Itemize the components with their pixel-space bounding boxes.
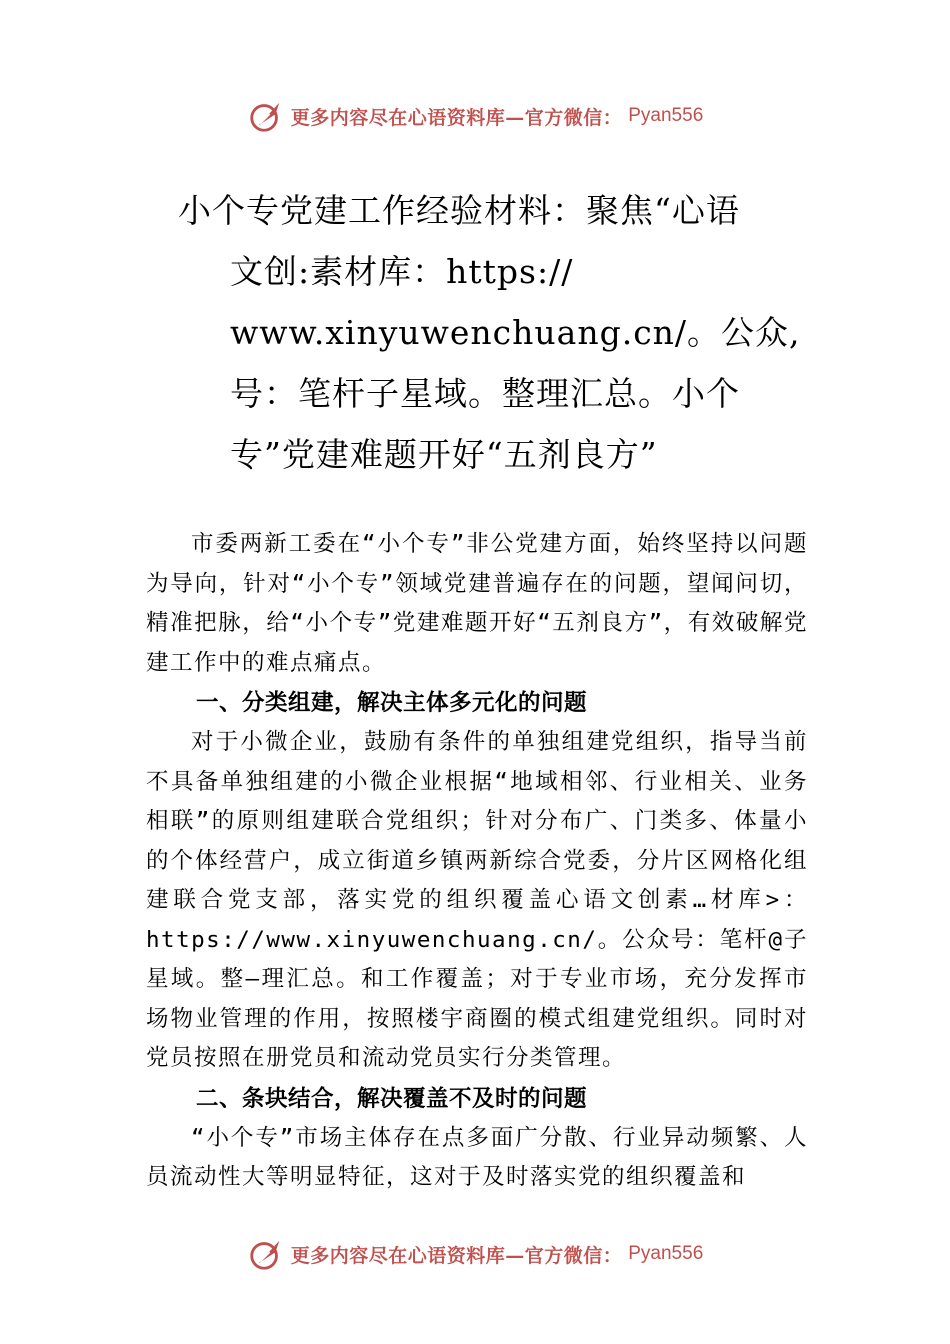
section-heading: 一、分类组建，解决主体多元化的问题 (196, 690, 588, 716)
quill-logo-icon (247, 1235, 285, 1273)
title-line: 小个专党建工作经验材料：聚焦“心语 (178, 191, 740, 230)
banner-wechat-id: Pyan556 (628, 1243, 704, 1264)
header-banner (0, 96, 950, 136)
body-paragraph: 市委两新工委在“小个专”非公党建方面，始终坚持以问题为导向，针对“小个专”领域党建普遍存在的问题，望闻问切，精准把脉，给“小个专”党建难题开好“五剂良方”，有效破解党建工作中的难点痛点。 (146, 531, 808, 676)
quill-logo-icon (247, 97, 285, 135)
body-paragraph: “小个专”市场主体存在点多面广分散、行业异动频繁、人员流动性大等明显特征，这对于及时落实党的组织覆盖和 (146, 1124, 808, 1190)
title-line: 专”党建难题开好“五剂良方” (230, 435, 658, 474)
banner-text: 更多内容尽在心语资料库—官方微信： (290, 1244, 623, 1267)
title-line: www.xinyuwenchuang.cn/。公众, (230, 313, 801, 352)
body-paragraph: 对于小微企业，鼓励有条件的单独组建党组织，指导当前不具备单独组建的小微企业根据“地域相邻、行业相关、业务相联”的原则组建联合党组织；针对分布广、门类多、体量小的个体经营户，成立街道乡镇两新综合党委，分片区网格化组建联合党支部，落实党的组织覆盖心语文创素…材库>：https://www.xinyuwenchuang.cn/。公众号：笔杆@子星域。整—理汇总。和工作覆盖；对于专业市场，充分发挥市场物业管理的作用，按照楼宇商圈的模式组建党组织。同时对党员按照在册党员和流动党员实行分类管理。 (146, 729, 808, 1071)
title-line: 号：笔杆子星域。整理汇总。小个 (230, 374, 740, 413)
document-title (178, 180, 801, 485)
footer-banner (0, 1234, 950, 1274)
title-line: 文创:素材库：https:// (230, 252, 574, 291)
banner-text: 更多内容尽在心语资料库—官方微信： (290, 106, 623, 129)
document-body (146, 525, 808, 1198)
section-heading: 二、条块结合，解决覆盖不及时的问题 (196, 1085, 588, 1112)
banner-wechat-id: Pyan556 (628, 105, 704, 126)
